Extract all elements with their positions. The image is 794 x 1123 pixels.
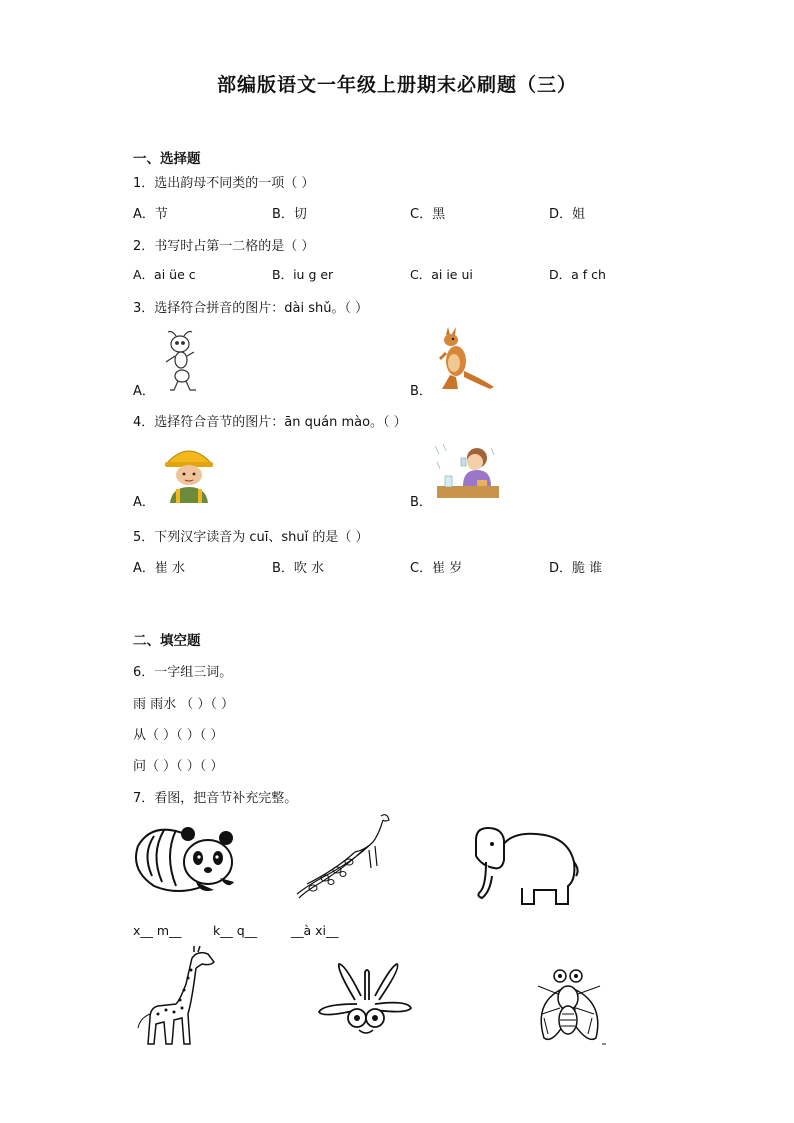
dragonfly-image <box>317 960 413 1040</box>
question-6: 6．一字组三词。 <box>133 665 233 680</box>
q2-option-d[interactable]: D．a f ch <box>549 267 606 282</box>
q5-option-d[interactable]: D．脆 谁 <box>549 561 603 576</box>
q7-blank-elephant[interactable]: __à xi__ <box>291 923 339 938</box>
section-heading-choice: 一、选择题 <box>133 151 201 167</box>
kangaroo-image <box>434 325 496 393</box>
elephant-image <box>472 826 580 908</box>
q5-option-c[interactable]: C．崔 岁 <box>410 561 463 576</box>
q2-option-b[interactable]: B．iu g er <box>272 267 334 282</box>
q6-row-1[interactable]: 雨 雨水 （ ）（ ） <box>133 697 235 712</box>
fly-image <box>530 964 610 1048</box>
panda-image <box>134 824 236 894</box>
q1-option-d[interactable]: D．姐 <box>549 207 586 222</box>
q3-option-a[interactable]: A． <box>133 384 155 399</box>
q4-option-b[interactable]: B． <box>410 495 432 510</box>
question-4: 4．选择符合音节的图片：ān quán mào。（ ） <box>133 415 407 430</box>
question-5: 5．下列汉字读音为 cuī、shuǐ 的是（ ） <box>133 530 369 545</box>
q1-option-a[interactable]: A．节 <box>133 207 168 222</box>
ant-image <box>160 330 208 392</box>
boy-drinking-image <box>433 442 499 500</box>
peacock-image <box>295 812 395 900</box>
q7-blank-panda[interactable]: x__ m__ <box>133 923 182 938</box>
q3-option-b[interactable]: B． <box>410 384 432 399</box>
q2-option-a[interactable]: A．ai üe c <box>133 267 196 282</box>
giraffe-image <box>136 944 216 1048</box>
question-3: 3．选择符合拼音的图片：dài shǔ。（ ） <box>133 301 369 316</box>
section-heading-fill: 二、填空题 <box>133 633 201 649</box>
q1-option-c[interactable]: C．黑 <box>410 207 446 222</box>
q1-option-b[interactable]: B．切 <box>272 207 307 222</box>
question-7: 7．看图，把音节补充完整。 <box>133 791 298 806</box>
question-2: 2．书写时占第一二格的是（ ） <box>133 239 315 254</box>
q6-row-2[interactable]: 从（ ）（ ）（ ） <box>133 728 224 743</box>
q6-row-3[interactable]: 问（ ）（ ）（ ） <box>133 759 224 774</box>
q4-option-a[interactable]: A． <box>133 495 155 510</box>
hard-hat-worker-image <box>162 443 216 503</box>
page-title: 部编版语文一年级上册期末必刷题（三） <box>216 74 577 96</box>
q5-option-a[interactable]: A．崔 水 <box>133 561 186 576</box>
q7-blank-peacock[interactable]: k__ q__ <box>213 923 258 938</box>
q2-option-c[interactable]: C．ai ie ui <box>410 267 473 282</box>
question-1: 1．选出韵母不同类的一项（ ） <box>133 176 315 191</box>
q5-option-b[interactable]: B．吹 水 <box>272 561 325 576</box>
